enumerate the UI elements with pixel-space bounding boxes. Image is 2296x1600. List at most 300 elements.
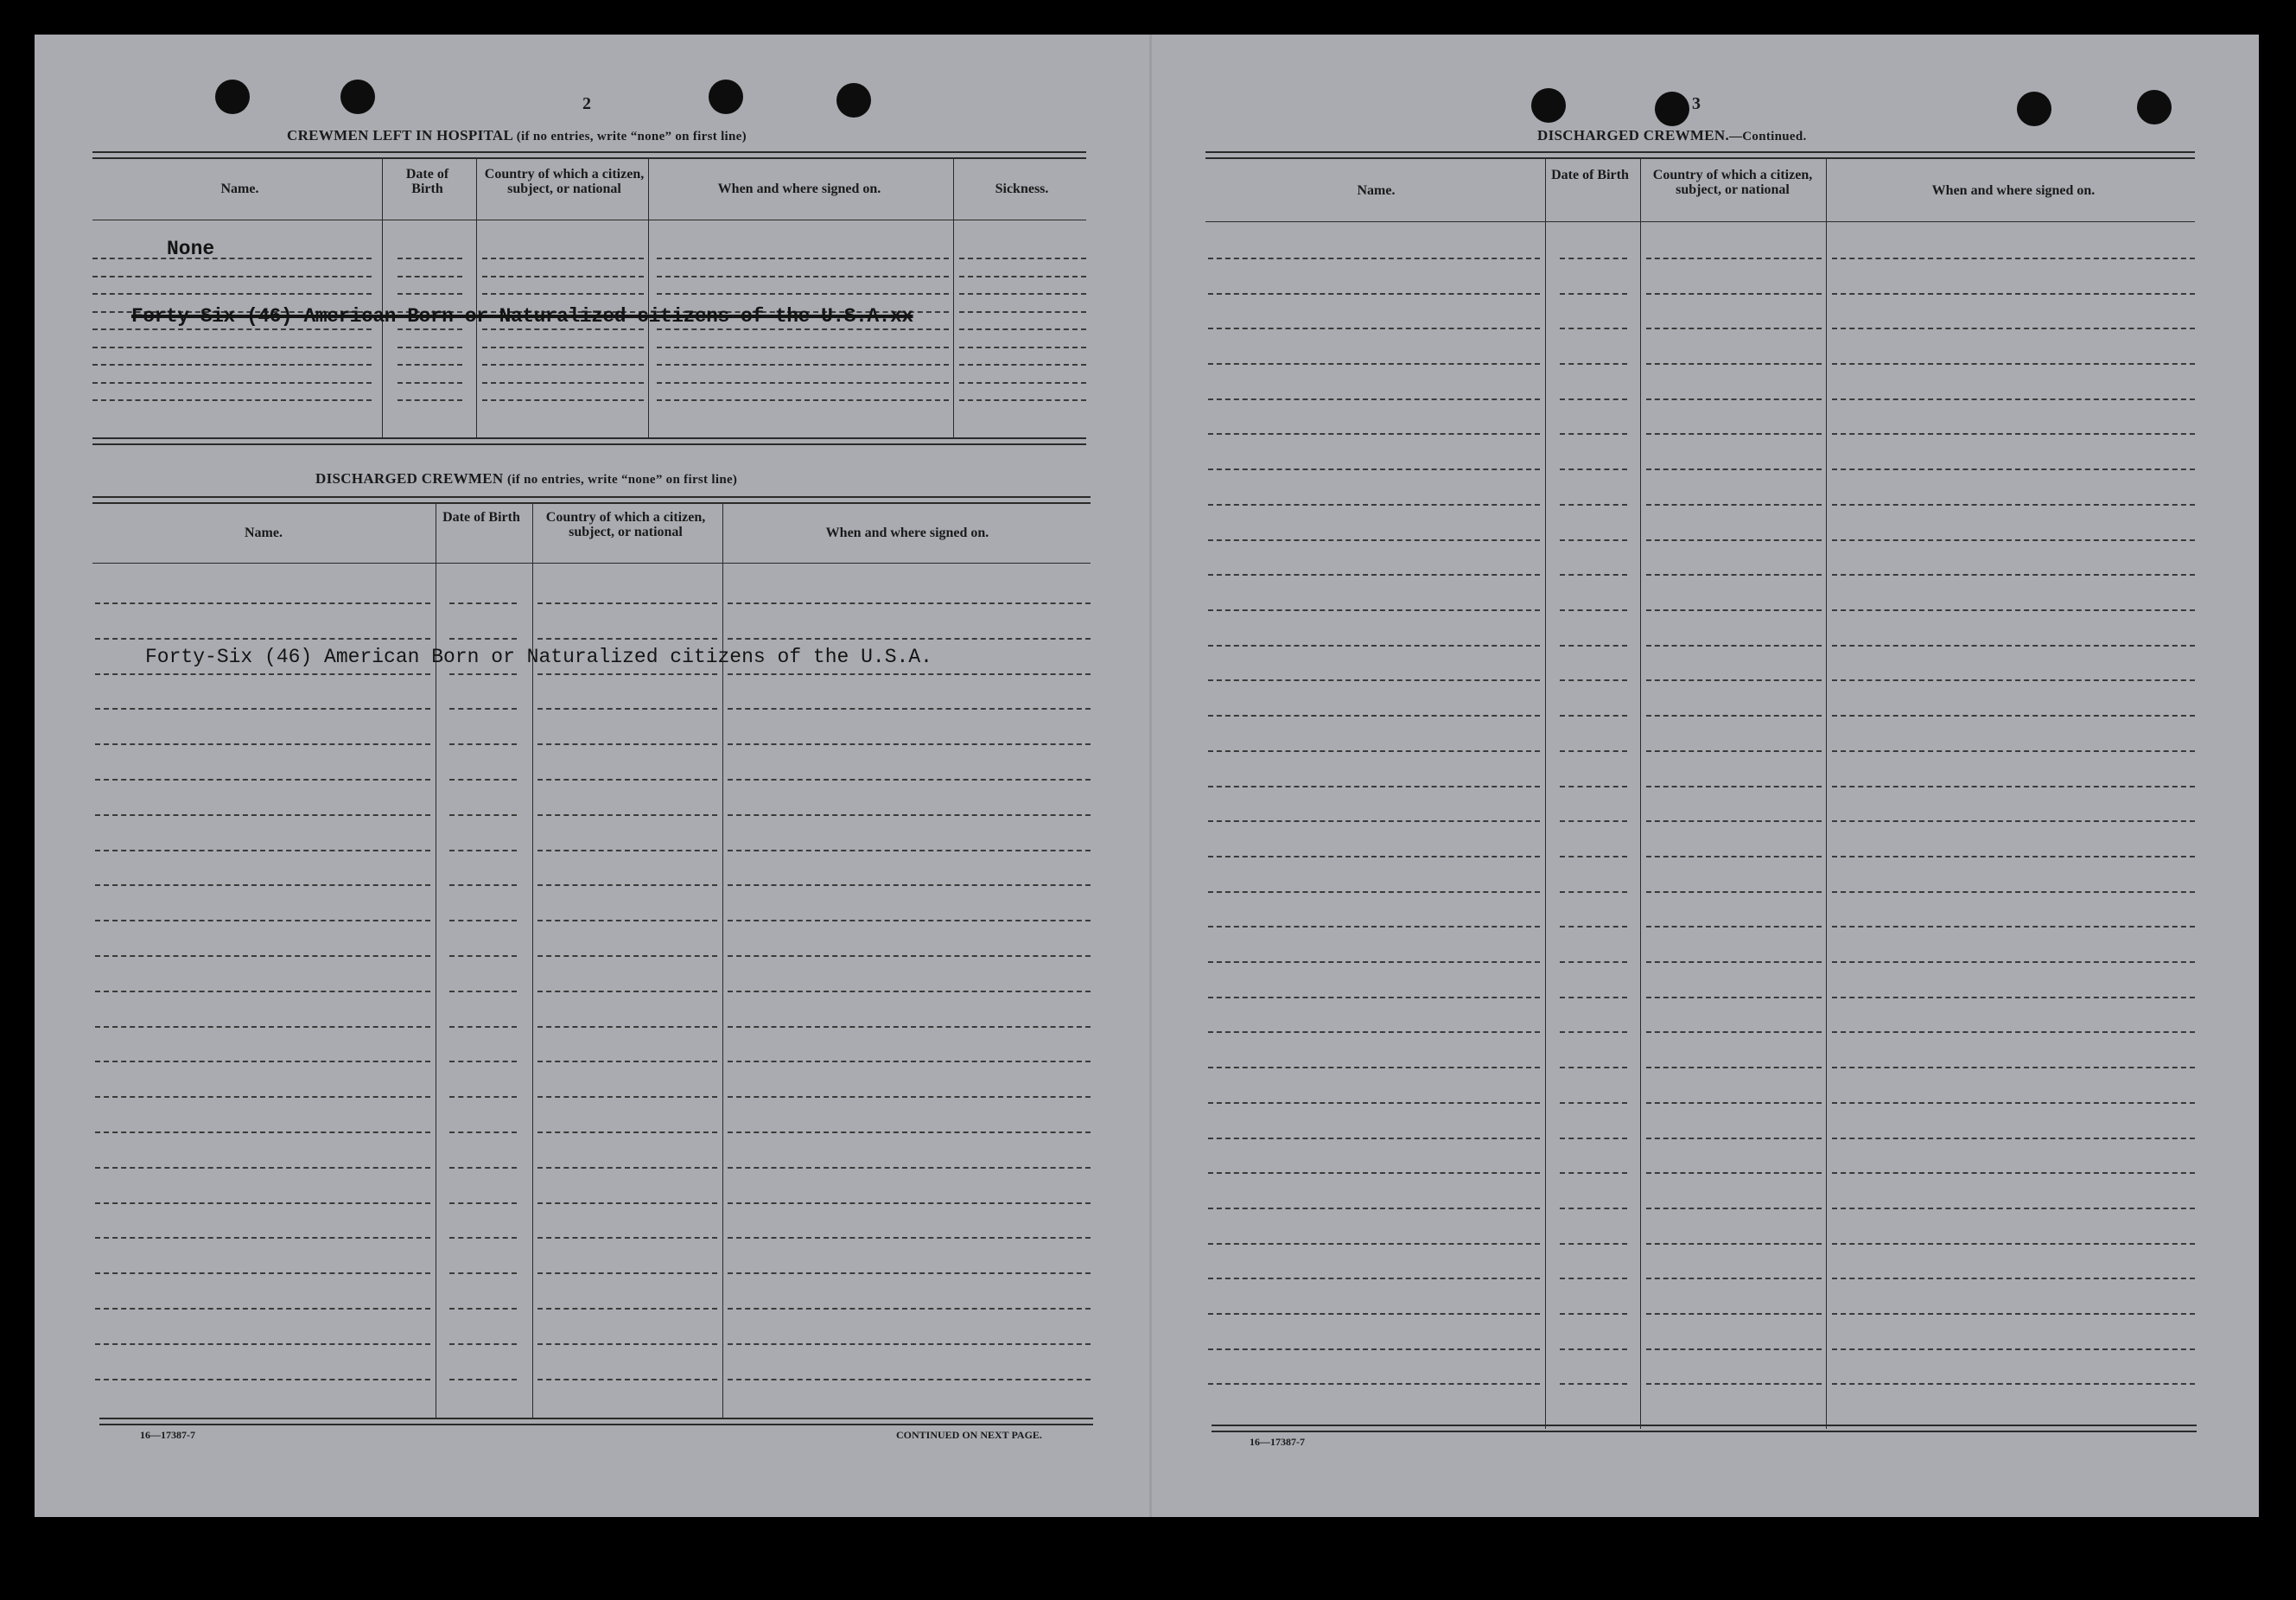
hospital-header-signed: When and where signed on. — [717, 182, 881, 196]
ruled-line — [1646, 1278, 1822, 1279]
ruled-line — [449, 955, 517, 957]
ruled-line — [1646, 645, 1822, 647]
ruled-line — [1646, 258, 1822, 259]
right-bottom-rule — [1212, 1425, 2197, 1432]
ruled-line — [1208, 715, 1540, 717]
ruled-line — [398, 382, 462, 384]
ruled-line — [482, 364, 644, 366]
ruled-line — [1208, 1102, 1540, 1104]
ruled-line — [95, 779, 430, 781]
ruled-line — [657, 382, 949, 384]
ruled-line — [449, 884, 517, 886]
ruled-line — [1832, 820, 2195, 822]
ruled-line — [1560, 820, 1627, 822]
ruled-line — [1646, 1067, 1822, 1068]
ruled-line — [1560, 1383, 1627, 1385]
ruled-line — [1832, 926, 2195, 927]
ruled-line — [1560, 645, 1627, 647]
ruled-line — [95, 991, 430, 992]
ruled-line — [1832, 469, 2195, 470]
ruled-line — [537, 1167, 717, 1169]
ruled-line — [449, 1237, 517, 1239]
ruled-line — [1646, 997, 1822, 998]
form-number: 16—17387-7 — [1250, 1436, 1305, 1448]
ruled-line — [537, 673, 717, 675]
ruled-line — [959, 347, 1086, 348]
ruled-line — [537, 708, 717, 710]
punch-hole — [2137, 90, 2172, 124]
ruled-line — [728, 1131, 1091, 1133]
discharged-header-signed: When and where signed on. — [825, 526, 989, 540]
ruled-line — [1832, 293, 2195, 295]
ruled-line — [1646, 504, 1822, 506]
ruled-line — [959, 364, 1086, 366]
ruled-line — [449, 850, 517, 851]
right-header-signed: When and where signed on. — [1931, 183, 2096, 198]
ruled-line — [482, 347, 644, 348]
ruled-line — [728, 1343, 1091, 1345]
ruled-line — [657, 364, 949, 366]
ruled-line — [1208, 1278, 1540, 1279]
ruled-line — [1560, 1138, 1627, 1139]
ruled-line — [449, 920, 517, 921]
ruled-line — [537, 1026, 717, 1028]
col-divider — [722, 503, 723, 1419]
page-number: 3 — [1692, 94, 1701, 113]
ruled-line — [1646, 961, 1822, 963]
ruled-line — [95, 1237, 430, 1239]
discharged-title-text: DISCHARGED CREWMEN — [315, 470, 504, 487]
ruled-line — [92, 293, 372, 295]
ruled-line — [95, 1202, 430, 1204]
right-section-title — [1537, 127, 1807, 144]
ruled-line — [449, 1308, 517, 1310]
ruled-line — [1560, 856, 1627, 857]
ruled-line — [1208, 786, 1540, 787]
ruled-line — [1646, 1313, 1822, 1315]
ruled-line — [1646, 1102, 1822, 1104]
hospital-title-text: CREWMEN LEFT IN HOSPITAL — [287, 127, 513, 143]
ruled-line — [449, 1096, 517, 1098]
punch-hole — [215, 80, 250, 114]
hospital-title-note: (if no entries, write “none” on first line) — [516, 130, 747, 143]
ruled-line — [1832, 1243, 2195, 1245]
ruled-line — [449, 602, 517, 604]
punch-hole — [2017, 92, 2051, 126]
ruled-line — [1832, 328, 2195, 329]
ruled-line — [959, 293, 1086, 295]
ruled-line — [537, 1202, 717, 1204]
ruled-line — [537, 1096, 717, 1098]
ruled-line — [1208, 1067, 1540, 1068]
ruled-line — [1208, 891, 1540, 893]
ruled-line — [728, 850, 1091, 851]
ruled-line — [1646, 328, 1822, 329]
discharged-header-dob: Date of Birth — [442, 510, 520, 525]
ruled-line — [728, 814, 1091, 816]
ruled-line — [1646, 1138, 1822, 1139]
ruled-line — [482, 382, 644, 384]
ruled-line — [1208, 363, 1540, 365]
ruled-line — [728, 1272, 1091, 1274]
ruled-line — [1832, 1348, 2195, 1350]
punch-hole — [1655, 92, 1689, 126]
ruled-line — [1560, 679, 1627, 681]
ruled-line — [728, 1026, 1091, 1028]
ruled-line — [95, 602, 430, 604]
ruled-line — [728, 884, 1091, 886]
right-top-rule — [1205, 151, 2195, 159]
discharged-header-country: Country of which a citizen, subject, or national — [545, 510, 706, 539]
ruled-line — [1208, 1313, 1540, 1315]
ruled-line — [1560, 926, 1627, 927]
right-title-text: DISCHARGED CREWMEN. — [1537, 127, 1729, 143]
ruled-line — [398, 399, 462, 401]
ruled-line — [1832, 398, 2195, 400]
ruled-line — [1832, 715, 2195, 717]
ruled-line — [537, 1343, 717, 1345]
page-fold — [1149, 35, 1152, 1517]
ruled-line — [537, 955, 717, 957]
ruled-line — [1646, 891, 1822, 893]
ruled-line — [1208, 1348, 1540, 1350]
right-header-country: Country of which a citizen, subject, or national — [1652, 168, 1813, 197]
ruled-line — [728, 1167, 1091, 1169]
ruled-line — [1560, 961, 1627, 963]
ruled-line — [728, 1061, 1091, 1062]
ruled-line — [1646, 609, 1822, 611]
ruled-line — [728, 673, 1091, 675]
ruled-line — [1560, 891, 1627, 893]
hospital-section-title — [287, 127, 747, 144]
ruled-line — [657, 328, 949, 330]
ruled-line — [1560, 398, 1627, 400]
ruled-line — [1832, 997, 2195, 998]
ruled-line — [482, 276, 644, 277]
ruled-line — [959, 399, 1086, 401]
ruled-line — [1832, 1278, 2195, 1279]
ruled-line — [1208, 539, 1540, 541]
ruled-line — [728, 1379, 1091, 1380]
ruled-line — [449, 779, 517, 781]
ruled-line — [1832, 1138, 2195, 1139]
ruled-line — [1560, 1172, 1627, 1174]
ruled-line — [95, 1343, 430, 1345]
continued-note: CONTINUED ON NEXT PAGE. — [896, 1429, 1042, 1441]
ruled-line — [1646, 1031, 1822, 1033]
ruled-line — [92, 364, 372, 366]
ruled-line — [95, 955, 430, 957]
ruled-line — [1832, 750, 2195, 752]
ruled-line — [537, 638, 717, 640]
form-number: 16—17387-7 — [140, 1429, 195, 1441]
ruled-line — [1208, 856, 1540, 857]
ruled-line — [1646, 1243, 1822, 1245]
ruled-line — [92, 258, 372, 259]
ruled-line — [1646, 398, 1822, 400]
ruled-line — [1646, 433, 1822, 435]
ruled-line — [657, 258, 949, 259]
ruled-line — [1560, 504, 1627, 506]
right-title-suffix: —Continued. — [1729, 130, 1807, 143]
ruled-line — [1646, 750, 1822, 752]
right-header-name: Name. — [1357, 183, 1396, 198]
ruled-line — [449, 708, 517, 710]
discharged-title-note: (if no entries, write “none” on first line) — [507, 473, 738, 487]
ruled-line — [95, 1272, 430, 1274]
ruled-line — [95, 673, 430, 675]
ruled-line — [1208, 750, 1540, 752]
ruled-line — [449, 1167, 517, 1169]
ruled-line — [1560, 609, 1627, 611]
right-header-rule — [1205, 221, 2195, 222]
ruled-line — [1560, 715, 1627, 717]
ruled-line — [1560, 258, 1627, 259]
ruled-line — [959, 276, 1086, 277]
ruled-line — [1832, 609, 2195, 611]
ruled-line — [1832, 574, 2195, 576]
ruled-line — [1646, 469, 1822, 470]
ruled-line — [1208, 574, 1540, 576]
col-divider — [532, 503, 533, 1419]
ruled-line — [449, 1272, 517, 1274]
ruled-line — [657, 399, 949, 401]
ruled-line — [1646, 926, 1822, 927]
ruled-line — [398, 258, 462, 259]
ruled-line — [959, 382, 1086, 384]
ruled-line — [398, 364, 462, 366]
ruled-line — [1560, 1243, 1627, 1245]
ruled-line — [92, 347, 372, 348]
ruled-line — [449, 673, 517, 675]
ruled-line — [537, 1379, 717, 1380]
ruled-line — [728, 708, 1091, 710]
ruled-line — [1208, 926, 1540, 927]
punch-hole — [709, 80, 743, 114]
ruled-line — [1646, 679, 1822, 681]
discharged-header-rule — [92, 563, 1091, 564]
col-divider — [648, 158, 649, 439]
ruled-line — [537, 1131, 717, 1133]
ruled-line — [537, 1308, 717, 1310]
ruled-line — [728, 779, 1091, 781]
ruled-line — [95, 1131, 430, 1133]
ruled-line — [398, 328, 462, 330]
ruled-line — [1646, 363, 1822, 365]
ruled-line — [1208, 645, 1540, 647]
ruled-line — [449, 1026, 517, 1028]
ruled-line — [95, 1061, 430, 1062]
ruled-line — [1208, 469, 1540, 470]
punch-hole — [340, 80, 375, 114]
ruled-line — [1832, 786, 2195, 787]
ruled-line — [1832, 1031, 2195, 1033]
ruled-line — [537, 602, 717, 604]
ruled-line — [657, 276, 949, 277]
ruled-line — [95, 850, 430, 851]
ruled-line — [95, 1096, 430, 1098]
ruled-line — [1560, 750, 1627, 752]
ruled-line — [1832, 1208, 2195, 1209]
ruled-line — [1832, 1172, 2195, 1174]
ruled-line — [728, 1096, 1091, 1098]
hospital-entry-struck: Forty-Six (46) American Born or Naturalized citizens of the U.S.A.xx — [131, 305, 913, 328]
ruled-line — [537, 1237, 717, 1239]
ruled-line — [1646, 1383, 1822, 1385]
ruled-line — [1208, 961, 1540, 963]
ruled-line — [959, 311, 1086, 313]
col-divider — [1826, 158, 1827, 1429]
ruled-line — [537, 920, 717, 921]
punch-hole — [1531, 88, 1566, 123]
ruled-line — [1560, 1313, 1627, 1315]
ruled-line — [1208, 1243, 1540, 1245]
col-divider — [476, 158, 477, 439]
ruled-line — [482, 258, 644, 259]
ruled-line — [657, 347, 949, 348]
ruled-line — [1560, 1208, 1627, 1209]
ruled-line — [95, 708, 430, 710]
ruled-line — [537, 779, 717, 781]
ruled-line — [95, 638, 430, 640]
ruled-line — [1832, 856, 2195, 857]
ruled-line — [1560, 363, 1627, 365]
ruled-line — [1832, 363, 2195, 365]
right-header-dob: Date of Birth — [1551, 168, 1629, 182]
ruled-line — [95, 743, 430, 745]
ruled-line — [1560, 1102, 1627, 1104]
ruled-line — [1560, 1278, 1627, 1279]
ruled-line — [1646, 574, 1822, 576]
ruled-line — [95, 1308, 430, 1310]
discharged-top-rule — [92, 496, 1091, 504]
ruled-line — [449, 1202, 517, 1204]
ruled-line — [1208, 997, 1540, 998]
ruled-line — [959, 328, 1086, 330]
ruled-line — [537, 884, 717, 886]
ruled-line — [449, 1343, 517, 1345]
ruled-line — [482, 293, 644, 295]
ruled-line — [1832, 1067, 2195, 1068]
ruled-line — [1832, 961, 2195, 963]
ruled-line — [1646, 820, 1822, 822]
ruled-line — [1560, 1031, 1627, 1033]
hospital-bottom-rule — [92, 437, 1086, 445]
ruled-line — [1646, 715, 1822, 717]
ruled-line — [1832, 504, 2195, 506]
ruled-line — [1832, 645, 2195, 647]
col-divider — [382, 158, 383, 439]
ruled-line — [1208, 328, 1540, 329]
ruled-line — [728, 1308, 1091, 1310]
ruled-line — [1208, 1138, 1540, 1139]
col-divider — [1640, 158, 1641, 1429]
ruled-line — [1208, 1172, 1540, 1174]
ruled-line — [1832, 1383, 2195, 1385]
ruled-line — [537, 1061, 717, 1062]
ruled-line — [1208, 433, 1540, 435]
ruled-line — [1208, 504, 1540, 506]
ruled-line — [92, 399, 372, 401]
ruled-line — [449, 743, 517, 745]
hospital-header-name: Name. — [220, 182, 259, 196]
ruled-line — [728, 1237, 1091, 1239]
ruled-line — [482, 399, 644, 401]
ruled-line — [1832, 891, 2195, 893]
ruled-line — [95, 1379, 430, 1380]
ruled-line — [398, 347, 462, 348]
ruled-line — [95, 1026, 430, 1028]
ruled-line — [1208, 820, 1540, 822]
ruled-line — [1560, 293, 1627, 295]
ruled-line — [1646, 1348, 1822, 1350]
discharged-header-name: Name. — [245, 526, 283, 540]
discharged-entry: Forty-Six (46) American Born or Naturalized citizens of the U.S.A. — [145, 646, 932, 668]
ruled-line — [1208, 398, 1540, 400]
ruled-line — [728, 955, 1091, 957]
ruled-line — [449, 1379, 517, 1380]
ruled-line — [1560, 433, 1627, 435]
ruled-line — [728, 602, 1091, 604]
page-number: 2 — [582, 94, 591, 113]
discharged-section-title — [315, 470, 737, 488]
hospital-header-country: Country of which a citizen, subject, or national — [484, 167, 645, 196]
ruled-line — [1832, 433, 2195, 435]
ruled-line — [1832, 679, 2195, 681]
ruled-line — [537, 743, 717, 745]
ruled-line — [1646, 1172, 1822, 1174]
ruled-line — [1208, 258, 1540, 259]
ruled-line — [1646, 786, 1822, 787]
ruled-line — [657, 293, 949, 295]
ruled-line — [95, 884, 430, 886]
ruled-line — [728, 1202, 1091, 1204]
ruled-line — [449, 638, 517, 640]
ruled-line — [1832, 1102, 2195, 1104]
ruled-line — [1832, 539, 2195, 541]
ruled-line — [1208, 679, 1540, 681]
ruled-line — [1560, 574, 1627, 576]
ruled-line — [1832, 1313, 2195, 1315]
hospital-header-sickness: Sickness. — [995, 182, 1049, 196]
ruled-line — [1208, 609, 1540, 611]
ruled-line — [1208, 1208, 1540, 1209]
ruled-line — [1208, 1031, 1540, 1033]
ruled-line — [728, 920, 1091, 921]
ruled-line — [449, 1061, 517, 1062]
ruled-line — [92, 382, 372, 384]
discharged-bottom-rule — [99, 1418, 1093, 1425]
ruled-line — [1646, 1208, 1822, 1209]
ruled-line — [1560, 539, 1627, 541]
ruled-line — [95, 920, 430, 921]
ruled-line — [537, 1272, 717, 1274]
ruled-line — [398, 293, 462, 295]
ruled-line — [1646, 539, 1822, 541]
ruled-line — [1832, 258, 2195, 259]
ruled-line — [95, 814, 430, 816]
hospital-entry-none: None — [167, 238, 215, 260]
col-divider — [1545, 158, 1546, 1429]
ruled-line — [728, 638, 1091, 640]
ruled-line — [1560, 328, 1627, 329]
ruled-line — [537, 850, 717, 851]
ruled-line — [959, 258, 1086, 259]
ruled-line — [1560, 1067, 1627, 1068]
ruled-line — [92, 328, 372, 330]
ruled-line — [1560, 1348, 1627, 1350]
ruled-line — [1208, 293, 1540, 295]
